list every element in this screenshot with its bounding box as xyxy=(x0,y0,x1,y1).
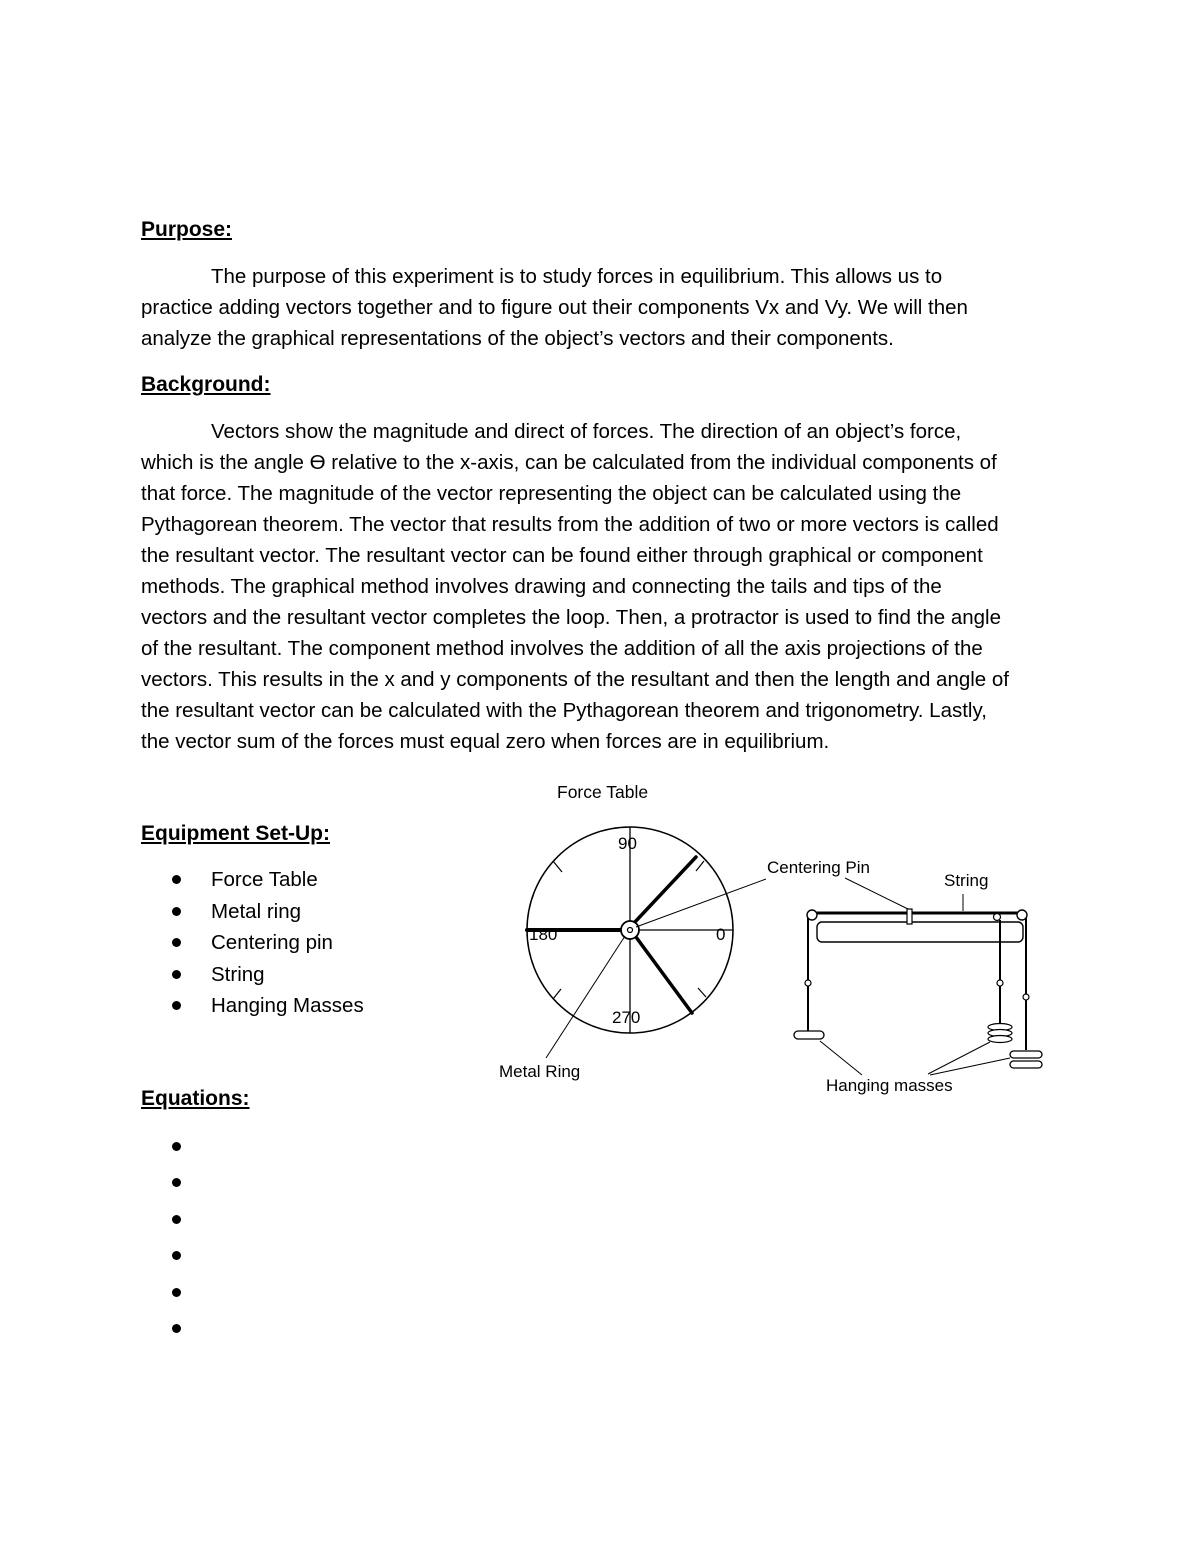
tick-mark xyxy=(553,989,561,999)
bullet-icon xyxy=(172,907,181,916)
hook-middle xyxy=(997,980,1003,986)
background-line: Vectors show the magnitude and direct of forces. The direction of an object’s force, xyxy=(211,420,962,443)
leader-centering-pin-2 xyxy=(845,878,908,909)
background-heading: Background: xyxy=(141,373,271,396)
tick-mark xyxy=(698,988,706,997)
equations-list xyxy=(172,1128,211,1347)
angle-label-180: 180 xyxy=(529,925,558,944)
purpose-paragraph xyxy=(141,261,1061,354)
list-item xyxy=(172,959,364,991)
callout-metal-ring: Metal Ring xyxy=(499,1062,581,1081)
background-line: that force. The magnitude of the vector representing the object can be calculated using the xyxy=(141,482,962,505)
hanging-mass-left xyxy=(794,1031,824,1039)
table-top xyxy=(817,922,1023,942)
equipment-list xyxy=(172,864,364,1022)
figure-title: Force Table xyxy=(557,782,649,802)
string-upper xyxy=(634,857,696,923)
tick-mark xyxy=(553,861,562,872)
background-line: vectors and the resultant vector completes the loop. Then, a protractor is used to find the angle xyxy=(141,606,1001,629)
background-line: the vector sum of the forces must equal zero when forces are in equilibrium. xyxy=(141,730,830,753)
bullet-icon xyxy=(172,1178,181,1187)
bullet-icon xyxy=(172,875,181,884)
equations-heading: Equations: xyxy=(141,1087,250,1110)
angle-label-90: 90 xyxy=(618,834,637,853)
bullet-icon xyxy=(172,938,181,947)
callout-centering-pin: Centering Pin xyxy=(767,858,871,877)
list-item xyxy=(172,864,364,896)
list-item xyxy=(172,896,364,928)
bullet-icon xyxy=(172,1324,181,1333)
string-lower xyxy=(636,937,692,1013)
list-item xyxy=(172,1128,211,1165)
equipment-item-label: String xyxy=(211,962,265,986)
list-item xyxy=(172,1311,211,1348)
tick-mark xyxy=(696,861,704,871)
background-line: the resultant vector. The resultant vector can be found either through graphical or component xyxy=(141,544,983,567)
background-line: Pythagorean theorem. The vector that results from the addition of two or more vectors is called xyxy=(141,513,999,536)
purpose-line: The purpose of this experiment is to study forces in equilibrium. This allows us to xyxy=(211,265,943,288)
bullet-icon xyxy=(172,1001,181,1010)
background-line: the resultant vector can be calculated with the Pythagorean theorem and trigonometry. Lastly, xyxy=(141,699,987,722)
callout-hanging-masses: Hanging masses xyxy=(826,1076,953,1095)
list-item xyxy=(172,990,364,1022)
bullet-icon xyxy=(172,1288,181,1297)
hook-right xyxy=(1023,994,1029,1000)
equipment-item-label: Force Table xyxy=(211,868,318,891)
purpose-line: practice adding vectors together and to figure out their components Vx and Vy. We will then xyxy=(141,296,968,319)
list-item xyxy=(172,1274,211,1311)
background-line: which is the angle Ɵ relative to the x-axis, can be calculated from the individual components of xyxy=(141,451,997,474)
hook-left xyxy=(805,980,811,986)
angle-label-270: 270 xyxy=(612,1008,641,1027)
equipment-item-label: Centering pin xyxy=(211,931,333,954)
bullet-icon xyxy=(172,1215,181,1224)
equipment-heading: Equipment Set-Up: xyxy=(141,822,330,845)
list-item xyxy=(172,1238,211,1275)
background-paragraph xyxy=(141,416,1061,757)
bullet-icon xyxy=(172,1251,181,1260)
equipment-item-label: Hanging Masses xyxy=(211,994,364,1017)
bullet-icon xyxy=(172,970,181,979)
hanging-mass-right xyxy=(1010,1061,1042,1068)
hanging-mass-stack xyxy=(988,1036,1012,1043)
list-item xyxy=(172,1201,211,1238)
hanging-mass-right xyxy=(1010,1051,1042,1058)
leader-masses-left xyxy=(820,1041,862,1075)
equipment-item-label: Metal ring xyxy=(211,899,302,923)
pulley-inner xyxy=(994,914,1001,921)
callout-lines xyxy=(546,878,1010,1075)
background-line: methods. The graphical method involves drawing and connecting the tails and tips of the xyxy=(141,575,942,598)
bullet-icon xyxy=(172,1142,181,1151)
centering-pin-side xyxy=(907,909,912,924)
angle-label-0: 0 xyxy=(716,925,726,944)
apparatus-side-view xyxy=(794,909,1042,1068)
leader-centering-pin-1 xyxy=(636,879,766,927)
purpose-line: analyze the graphical representations of the object’s vectors and their components. xyxy=(141,327,894,350)
centering-pin xyxy=(628,928,633,933)
purpose-heading: Purpose: xyxy=(141,218,233,241)
background-line: of the resultant. The component method involves the addition of all the axis projections of the xyxy=(141,637,983,660)
callout-string: String xyxy=(944,871,989,890)
force-table-diagram xyxy=(490,770,1060,1100)
leader-metal-ring xyxy=(546,936,625,1058)
list-item xyxy=(172,927,364,959)
list-item xyxy=(172,1165,211,1202)
background-line: vectors. This results in the x and y components of the resultant and then the length and angle of xyxy=(141,668,1009,691)
